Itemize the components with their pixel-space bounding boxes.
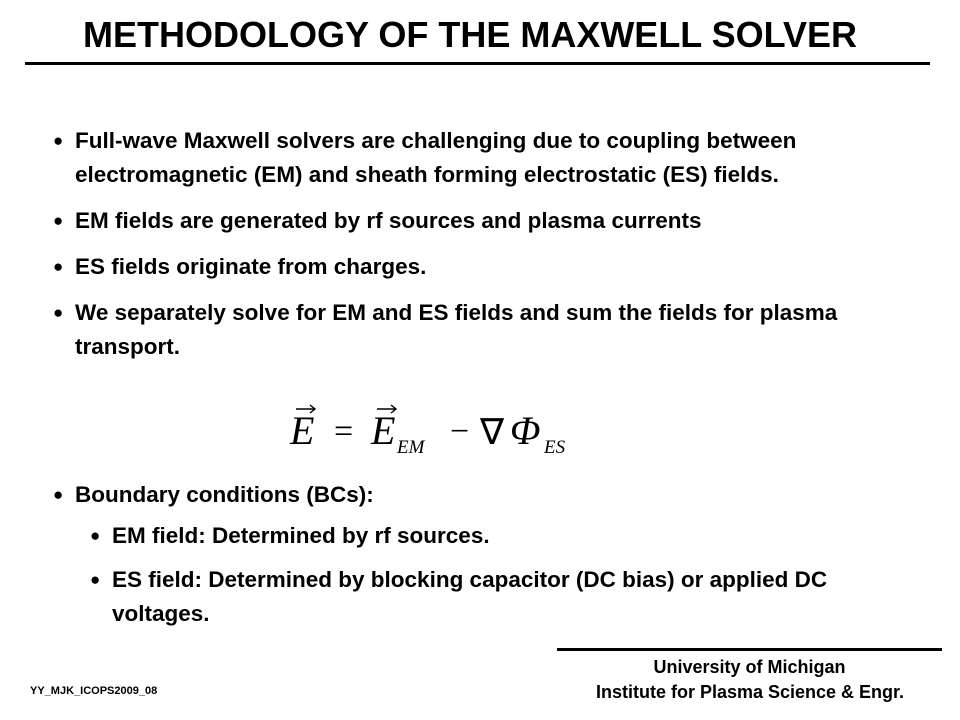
bullet-item [48, 250, 928, 284]
equation-term1: E [371, 408, 396, 453]
title-underline [25, 62, 930, 65]
equation-minus: − [450, 413, 470, 450]
field-sum-equation [284, 400, 614, 460]
bullet-dot-icon: ● [90, 526, 101, 545]
equation-nabla: ∇ [480, 412, 505, 452]
sub-bullet-item [85, 519, 928, 553]
bullet-item [48, 296, 928, 364]
slide-id-label: YY_MJK_ICOPS2009_08 [30, 685, 158, 697]
bullet-dot-icon: ● [53, 131, 64, 150]
bullet-dot-icon: ● [53, 211, 64, 230]
bullet-text: EM fields are generated by rf sources and plasma currents [75, 208, 702, 233]
slide-title: METHODOLOGY OF THE MAXWELL SOLVER [82, 14, 858, 55]
bullet-dot-icon: ● [53, 485, 64, 504]
equation-phi-subscript: ES [544, 437, 566, 458]
sub-bullet-list [48, 519, 928, 631]
equation-term1-subscript: EM [397, 437, 425, 458]
bullet-text: ES fields originate from charges. [75, 254, 427, 279]
bullet-item [48, 124, 928, 192]
bullet-text: Full-wave Maxwell solvers are challenging due to coupling between electromagnetic (EM) and sheath forming electrostatic (ES) fields. [75, 128, 797, 187]
bullet-item [48, 204, 928, 238]
footer-divider [557, 648, 942, 651]
main-bullet-list [48, 124, 928, 376]
bullet-dot-icon: ● [53, 303, 64, 322]
sub-bullet-text: ES field: Determined by blocking capacitor (DC bias) or applied DC voltages. [112, 567, 828, 626]
bullet-item [48, 478, 928, 631]
footer-university: University of Michigan [653, 657, 846, 677]
equation-lhs: E [290, 408, 315, 453]
bullet-dot-icon: ● [90, 570, 101, 589]
boundary-conditions-list [48, 478, 928, 643]
equation-equals: = [334, 413, 354, 450]
sub-bullet-text: EM field: Determined by rf sources. [112, 523, 490, 548]
sub-bullet-item [85, 563, 928, 631]
equation-phi: Φ [510, 408, 541, 453]
footer-institute: Institute for Plasma Science & Engr. [595, 682, 905, 702]
bullet-dot-icon: ● [53, 257, 64, 276]
bullet-text: Boundary conditions (BCs): [75, 482, 374, 507]
bullet-text: We separately solve for EM and ES fields and sum the fields for plasma transport. [75, 300, 838, 359]
